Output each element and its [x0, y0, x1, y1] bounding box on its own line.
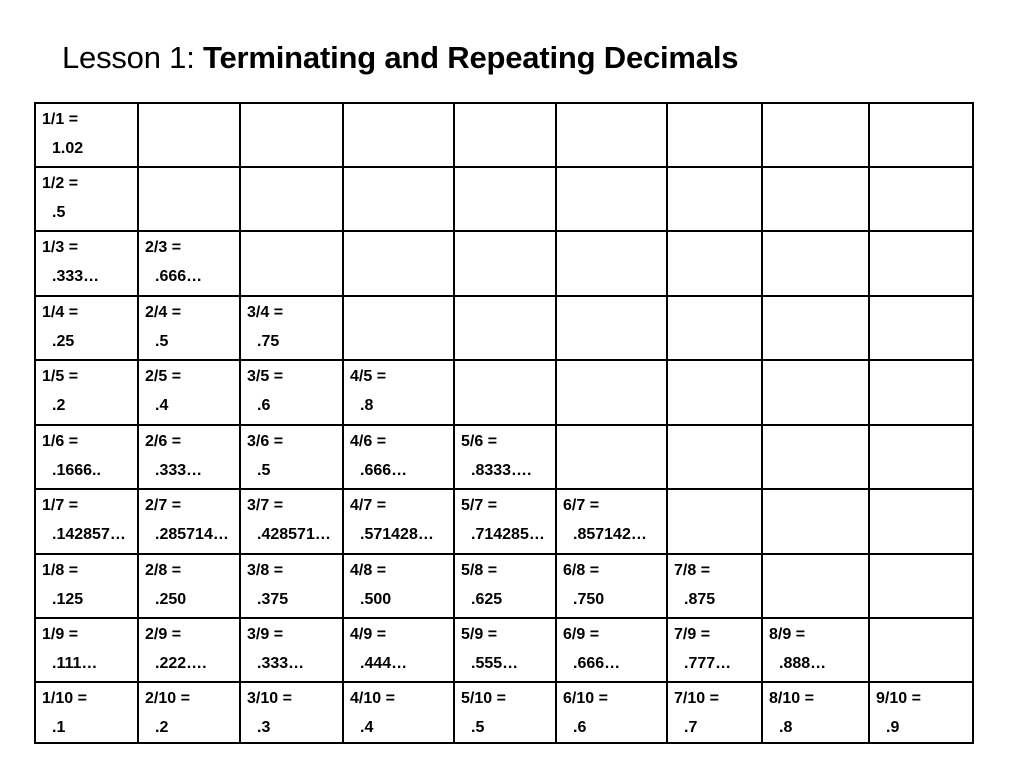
table-row [35, 618, 973, 682]
table-row [35, 103, 973, 167]
empty-cell [240, 231, 343, 296]
decimal-value: .125 [52, 591, 84, 608]
fraction-entry [241, 361, 342, 424]
fraction-entry [241, 683, 342, 742]
table-cell [343, 618, 454, 682]
fraction-entry [36, 297, 137, 359]
decimal-value: .285714… [155, 526, 229, 543]
table-cell [556, 489, 667, 554]
empty-cell [762, 231, 869, 296]
table-cell [35, 489, 138, 554]
decimal-value: .333… [52, 268, 100, 285]
empty-cell [762, 489, 869, 554]
decimal-value: .5 [155, 333, 169, 350]
empty-cell [869, 231, 973, 296]
fraction-entry [344, 619, 453, 681]
fraction-entry [344, 490, 453, 553]
table-cell [454, 489, 556, 554]
table-cell [556, 554, 667, 618]
fraction-entry [36, 104, 137, 166]
empty-cell [667, 425, 762, 489]
table-cell [454, 682, 556, 743]
table-cell [138, 425, 240, 489]
decimal-value: .8 [360, 397, 374, 414]
table-row [35, 296, 973, 360]
empty-cell [343, 103, 454, 167]
decimal-value: .142857… [52, 526, 126, 543]
fraction-entry [36, 683, 137, 742]
empty-cell [343, 231, 454, 296]
empty-cell [454, 296, 556, 360]
decimal-value: .6 [573, 719, 587, 736]
fraction-entry [241, 619, 342, 681]
fraction-label: 2/5 = [145, 368, 182, 385]
fraction-entry [36, 168, 137, 230]
fraction-entry [455, 426, 555, 488]
decimal-value: .666… [573, 655, 621, 672]
empty-cell [454, 167, 556, 231]
fraction-label: 2/8 = [145, 562, 182, 579]
table-row [35, 682, 973, 743]
table-cell [556, 618, 667, 682]
empty-cell [762, 167, 869, 231]
fraction-label: 3/10 = [247, 690, 292, 707]
empty-cell [556, 167, 667, 231]
empty-cell [556, 103, 667, 167]
table-cell [240, 682, 343, 743]
fraction-label: 3/7 = [247, 497, 284, 514]
empty-cell [454, 103, 556, 167]
table-cell [240, 554, 343, 618]
empty-cell [762, 554, 869, 618]
table-cell [138, 489, 240, 554]
empty-cell [869, 618, 973, 682]
decimal-value: .111… [52, 655, 98, 672]
decimal-value: .75 [257, 333, 280, 350]
decimal-value: .857142… [573, 526, 647, 543]
empty-cell [667, 167, 762, 231]
fraction-entry [668, 619, 761, 681]
fraction-label: 4/5 = [350, 368, 387, 385]
empty-cell [667, 296, 762, 360]
fraction-label: 6/7 = [563, 497, 600, 514]
fraction-entry [455, 555, 555, 617]
table-cell [138, 231, 240, 296]
empty-cell [667, 103, 762, 167]
fraction-label: 3/8 = [247, 562, 284, 579]
empty-cell [869, 425, 973, 489]
table-cell [667, 554, 762, 618]
empty-cell [869, 554, 973, 618]
fraction-entry [36, 232, 137, 295]
empty-cell [454, 360, 556, 425]
fraction-entry [36, 619, 137, 681]
decimal-value: .8 [779, 719, 793, 736]
decimal-value: .222…. [155, 655, 207, 672]
empty-cell [454, 231, 556, 296]
decimal-value: .5 [471, 719, 485, 736]
fraction-entry [241, 555, 342, 617]
table-cell [35, 554, 138, 618]
fraction-entry [36, 555, 137, 617]
table-row [35, 489, 973, 554]
fraction-label: 3/4 = [247, 304, 284, 321]
fraction-label: 5/7 = [461, 497, 498, 514]
decimal-value: .625 [471, 591, 503, 608]
empty-cell [343, 296, 454, 360]
fraction-entry [36, 361, 137, 424]
fraction-label: 4/8 = [350, 562, 387, 579]
fraction-entry [344, 683, 453, 742]
decimal-value: .3 [257, 719, 271, 736]
decimal-value: .2 [52, 397, 66, 414]
decimal-value: .333… [257, 655, 305, 672]
table-cell [138, 554, 240, 618]
fraction-label: 1/7 = [42, 497, 79, 514]
decimal-value: .2 [155, 719, 169, 736]
table-cell [35, 103, 138, 167]
fraction-label: 1/1 = [42, 111, 79, 128]
table-cell [240, 425, 343, 489]
fraction-entry [344, 361, 453, 424]
decimal-value: .375 [257, 591, 289, 608]
table-cell [35, 167, 138, 231]
empty-cell [762, 296, 869, 360]
fraction-label: 5/8 = [461, 562, 498, 579]
fraction-entry [668, 683, 761, 742]
fraction-label: 8/9 = [769, 626, 806, 643]
fraction-entry [455, 683, 555, 742]
fraction-label: 3/5 = [247, 368, 284, 385]
fraction-entry [763, 619, 868, 681]
fraction-entry [139, 490, 239, 553]
fraction-entry [455, 490, 555, 553]
fraction-label: 1/9 = [42, 626, 79, 643]
fraction-entry [139, 426, 239, 488]
fraction-entry [36, 426, 137, 488]
fraction-label: 1/10 = [42, 690, 87, 707]
empty-cell [762, 360, 869, 425]
decimal-value: .250 [155, 591, 187, 608]
fraction-entry [557, 683, 666, 742]
fraction-label: 7/8 = [674, 562, 711, 579]
table-cell [343, 489, 454, 554]
table-cell [35, 618, 138, 682]
fraction-label: 6/8 = [563, 562, 600, 579]
empty-cell [869, 103, 973, 167]
fraction-label: 9/10 = [876, 690, 921, 707]
fraction-label: 2/6 = [145, 433, 182, 450]
fraction-label: 1/4 = [42, 304, 79, 321]
empty-cell [556, 231, 667, 296]
table-cell [240, 618, 343, 682]
empty-cell [138, 103, 240, 167]
empty-cell [869, 360, 973, 425]
decimal-value: .4 [360, 719, 374, 736]
fraction-decimal-table [34, 102, 974, 744]
fraction-entry [139, 361, 239, 424]
fraction-label: 1/5 = [42, 368, 79, 385]
decimal-value: .4 [155, 397, 169, 414]
fraction-label: 4/6 = [350, 433, 387, 450]
empty-cell [667, 489, 762, 554]
table-cell [556, 682, 667, 743]
empty-cell [138, 167, 240, 231]
empty-cell [667, 231, 762, 296]
fraction-label: 4/7 = [350, 497, 387, 514]
table-cell [343, 425, 454, 489]
empty-cell [556, 425, 667, 489]
table-cell [869, 682, 973, 743]
decimal-value: .25 [52, 333, 75, 350]
fraction-entry [557, 555, 666, 617]
fraction-label: 1/2 = [42, 175, 79, 192]
table-cell [138, 682, 240, 743]
fraction-entry [139, 619, 239, 681]
empty-cell [556, 296, 667, 360]
table-cell [35, 360, 138, 425]
fraction-label: 2/9 = [145, 626, 182, 643]
fraction-label: 6/10 = [563, 690, 608, 707]
fraction-label: 3/6 = [247, 433, 284, 450]
decimal-value: .444… [360, 655, 408, 672]
decimal-value: 1.02 [52, 140, 84, 157]
fraction-entry [557, 490, 666, 553]
fraction-entry [241, 490, 342, 553]
empty-cell [667, 360, 762, 425]
empty-cell [240, 167, 343, 231]
table-cell [35, 231, 138, 296]
empty-cell [556, 360, 667, 425]
fraction-label: 4/9 = [350, 626, 387, 643]
fraction-entry [139, 232, 239, 295]
fraction-entry [455, 619, 555, 681]
table-cell [138, 618, 240, 682]
empty-cell [869, 167, 973, 231]
fraction-label: 8/10 = [769, 690, 814, 707]
table-row [35, 360, 973, 425]
table-cell [343, 360, 454, 425]
table-cell [667, 682, 762, 743]
fraction-label: 1/6 = [42, 433, 79, 450]
decimal-value: .888… [779, 655, 827, 672]
table-row [35, 425, 973, 489]
fraction-entry [763, 683, 868, 742]
fraction-label: 1/8 = [42, 562, 79, 579]
fraction-entry [139, 555, 239, 617]
table-cell [240, 489, 343, 554]
empty-cell [762, 425, 869, 489]
decimal-value: .1666.. [52, 462, 101, 479]
table-cell [454, 618, 556, 682]
table-cell [762, 682, 869, 743]
fraction-entry [344, 426, 453, 488]
table-row [35, 167, 973, 231]
table-cell [35, 682, 138, 743]
empty-cell [869, 489, 973, 554]
decimal-value: .5 [257, 462, 271, 479]
fraction-entry [139, 297, 239, 359]
fraction-label: 5/6 = [461, 433, 498, 450]
page-title [62, 36, 738, 80]
decimal-value: .1 [52, 719, 66, 736]
title-prefix: Lesson 1: [62, 40, 204, 75]
table-cell [35, 296, 138, 360]
empty-cell [869, 296, 973, 360]
empty-cell [240, 103, 343, 167]
fraction-label: 2/7 = [145, 497, 182, 514]
fraction-entry [668, 555, 761, 617]
decimal-value: .6 [257, 397, 271, 414]
decimal-value: .777… [684, 655, 732, 672]
table-cell [343, 682, 454, 743]
decimal-value: .333… [155, 462, 203, 479]
fraction-label: 4/10 = [350, 690, 395, 707]
decimal-value: .555… [471, 655, 519, 672]
fraction-label: 5/10 = [461, 690, 506, 707]
table-cell [240, 360, 343, 425]
table-cell [762, 618, 869, 682]
fraction-label: 2/4 = [145, 304, 182, 321]
decimal-value: .9 [886, 719, 900, 736]
table-cell [667, 618, 762, 682]
table-cell [454, 425, 556, 489]
decimal-value: .666… [360, 462, 408, 479]
table-cell [343, 554, 454, 618]
empty-cell [762, 103, 869, 167]
table-cell [138, 296, 240, 360]
decimal-value: .5 [52, 204, 66, 221]
fraction-entry [344, 555, 453, 617]
table-row [35, 554, 973, 618]
decimal-value: .571428… [360, 526, 434, 543]
decimal-value: .714285… [471, 526, 545, 543]
empty-cell [343, 167, 454, 231]
fraction-entry [241, 426, 342, 488]
decimal-value: .666… [155, 268, 203, 285]
fraction-label: 7/9 = [674, 626, 711, 643]
decimal-value: .500 [360, 591, 392, 608]
fraction-label: 3/9 = [247, 626, 284, 643]
fraction-entry [36, 490, 137, 553]
fraction-label: 6/9 = [563, 626, 600, 643]
table-cell [138, 360, 240, 425]
decimal-value: .7 [684, 719, 698, 736]
fraction-label: 2/10 = [145, 690, 190, 707]
fraction-entry [139, 683, 239, 742]
table-row [35, 231, 973, 296]
fraction-label: 5/9 = [461, 626, 498, 643]
fraction-label: 7/10 = [674, 690, 719, 707]
fraction-label: 2/3 = [145, 239, 182, 256]
title-emphasis: Terminating and Repeating Decimals [203, 40, 739, 75]
decimal-value: .8333…. [471, 462, 532, 479]
fraction-entry [870, 683, 972, 742]
table-cell [454, 554, 556, 618]
fraction-label: 1/3 = [42, 239, 79, 256]
fraction-entry [557, 619, 666, 681]
table-cell [35, 425, 138, 489]
decimal-value: .875 [684, 591, 716, 608]
decimal-value: .428571… [257, 526, 331, 543]
decimal-value: .750 [573, 591, 605, 608]
fraction-entry [241, 297, 342, 359]
table-cell [240, 296, 343, 360]
